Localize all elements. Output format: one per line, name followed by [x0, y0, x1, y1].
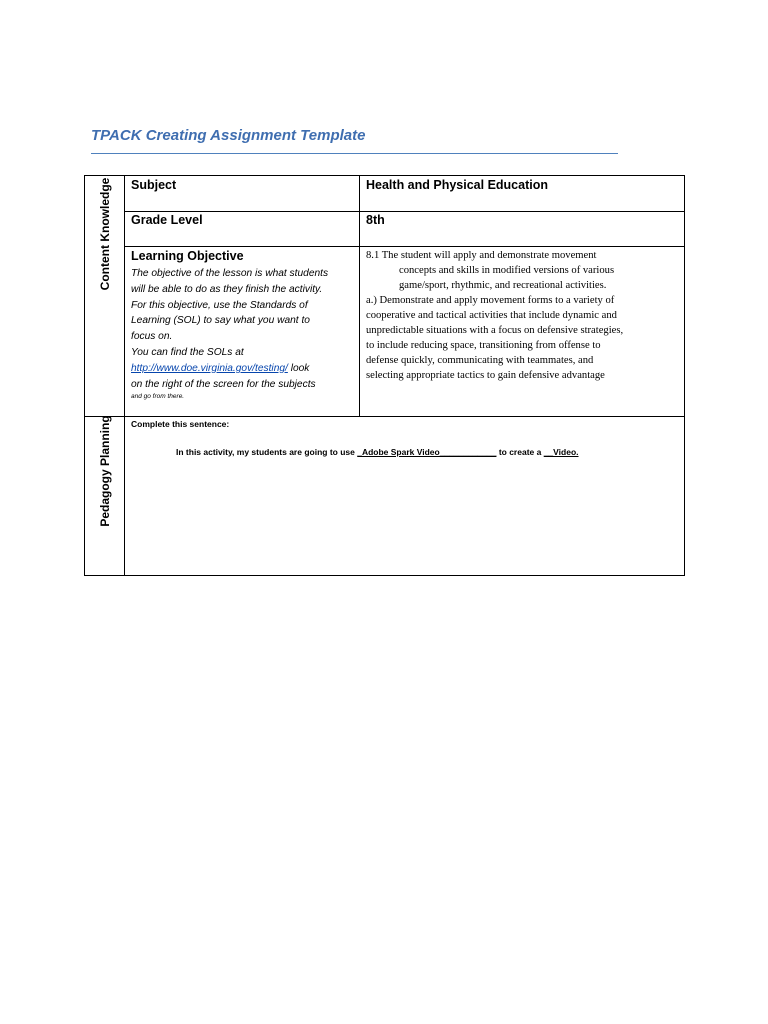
objective-description-line: focus on. [131, 331, 173, 343]
link-suffix: look [287, 362, 310, 374]
sentence-part-2: to create a [496, 447, 544, 457]
value-column-divider [359, 176, 360, 416]
standard-text [366, 248, 684, 414]
objective-description-line: Learning (SOL) to say what you want to [131, 315, 310, 327]
subject-label: Subject [131, 178, 177, 192]
standard-line: selecting appropriate tactics to gain defensive advantage [366, 370, 605, 381]
objective-description-line: will be able to do as they finish the activity. [131, 283, 323, 295]
sentence-part-1: In this activity, my students are going to use [176, 447, 358, 457]
side-column-divider [124, 176, 125, 575]
standard-line: to include reducing space, transitioning from offense to [366, 340, 601, 351]
objective-description-line: on the right of the screen for the subjects [131, 378, 316, 390]
objective-description-line: The objective of the lesson is what students [131, 268, 329, 279]
objective-small-note: and go from there. [131, 393, 185, 401]
document-title: TPACK Creating Assignment Template [91, 127, 366, 144]
content-knowledge-label: Content Knowledge [98, 177, 112, 291]
product-blank: __Video. [543, 447, 579, 457]
learning-objective-cell [131, 249, 357, 414]
standard-line: unpredictable situations with a focus on defensive strategies, [366, 325, 624, 336]
pedagogy-prompt: Complete this sentence: [131, 419, 230, 429]
standard-line: concepts and skills in modified versions of various [399, 265, 615, 276]
subject-value: Health and Physical Education [366, 178, 548, 192]
title-underline [91, 153, 618, 154]
pedagogy-planning-label: Pedagogy Planning [98, 415, 112, 527]
pedagogy-sentence [176, 447, 579, 457]
standard-line: 8.1 The student will apply and demonstrate movement [366, 250, 597, 261]
row-divider-2 [124, 246, 684, 247]
section-divider [85, 416, 684, 417]
standard-line: game/sport, rhythmic, and recreational activities. [399, 280, 607, 291]
assignment-table [84, 175, 685, 576]
standard-line: a.) Demonstrate and apply movement forms to a variety of [366, 295, 615, 306]
tool-blank: _Adobe Spark Video____________ [357, 447, 497, 457]
objective-description-line: You can find the SOLs at [131, 346, 244, 358]
sol-link[interactable]: http://www.doe.virginia.gov/testing/ [131, 362, 288, 374]
objective-description-line: For this objective, use the Standards of [131, 299, 308, 311]
grade-level-value: 8th [366, 213, 385, 227]
learning-objective-label: Learning Objective [131, 249, 244, 263]
standard-line: cooperative and tactical activities that include dynamic and [366, 310, 617, 321]
grade-level-label: Grade Level [131, 213, 203, 227]
sol-link-line [131, 361, 357, 377]
standard-line: defense quickly, communicating with teammates, and [366, 355, 594, 366]
row-divider-1 [124, 211, 684, 212]
